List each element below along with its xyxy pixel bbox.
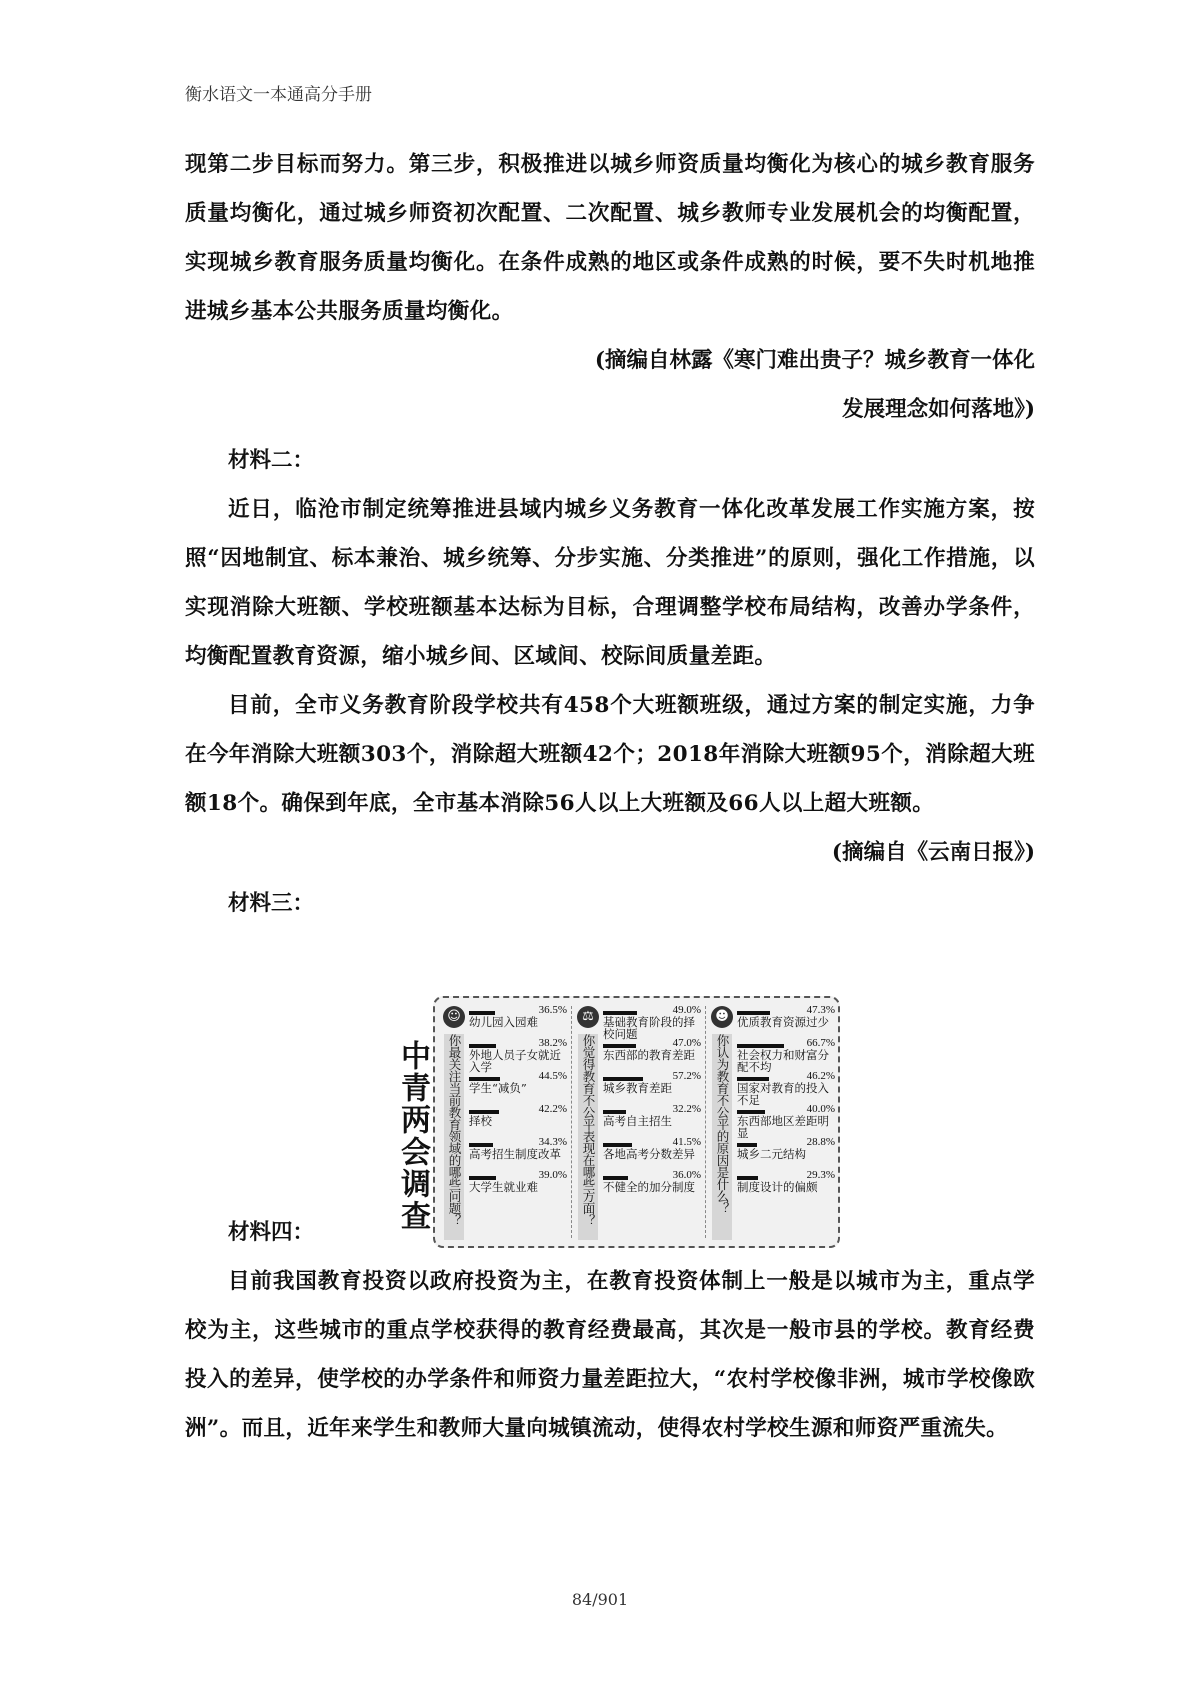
survey-item xyxy=(469,1037,569,1074)
survey-percentage: 47.0% xyxy=(672,1037,701,1049)
survey-title: 中青两会调查 xyxy=(395,1040,430,1232)
survey-item xyxy=(603,1136,703,1169)
source-citation-1-line-2: 发展理念如何落地》) xyxy=(842,397,1035,422)
survey-items xyxy=(469,1004,569,1202)
survey-item xyxy=(737,1103,837,1140)
material-two-paragraph-1: 近日，临沧市制定统筹推进县域内城乡义务教育一体化改革发展工作实施方案，按照“因地制宜、标本兼治、城乡统筹、分步实施、分类推进”的原则，强化工作措施，以实现消除大班额、学校班额基本达标为目标，合理调整学校布局结构，改善办学条件，均衡配置教育资源，缩小城乡间、区域间、校际间质量差距。 xyxy=(185,497,1035,669)
material-four-heading: 材料四： xyxy=(228,1220,315,1245)
survey-item-label: 社会权力和财富分配不均 xyxy=(737,1048,829,1074)
survey-item-label: 基础教育阶段的择校问题 xyxy=(603,1015,695,1041)
survey-item xyxy=(737,1004,837,1037)
survey-percentage: 46.2% xyxy=(806,1070,835,1082)
survey-question: 你最关注当前教育领域的哪些问题？ xyxy=(444,1034,464,1240)
survey-item-label: 制度设计的偏颇 xyxy=(737,1180,818,1194)
page-body-lower xyxy=(185,1206,1035,1453)
survey-percentage: 32.2% xyxy=(672,1103,701,1115)
source-citation-1-line-1: (摘编自林露《寒门难出贵子？城乡教育一体化 xyxy=(594,348,1035,373)
survey-percentage: 36.0% xyxy=(672,1169,701,1181)
survey-item xyxy=(737,1070,837,1107)
survey-column-1 xyxy=(441,1004,569,1240)
survey-item-label: 优质教育资源过少 xyxy=(737,1015,829,1029)
survey-item-label: 各地高考分数差异 xyxy=(603,1147,695,1161)
survey-item-label: 城乡教育差距 xyxy=(603,1081,672,1095)
survey-item xyxy=(469,1136,569,1169)
face-icon: ☺ xyxy=(443,1006,465,1028)
survey-percentage: 28.8% xyxy=(806,1136,835,1148)
survey-column-2 xyxy=(575,1004,703,1240)
survey-item xyxy=(603,1169,703,1202)
survey-item xyxy=(737,1037,837,1074)
survey-percentage: 34.3% xyxy=(538,1136,567,1148)
survey-item-label: 城乡二元结构 xyxy=(737,1147,806,1161)
survey-percentage: 44.5% xyxy=(538,1070,567,1082)
survey-item xyxy=(737,1169,837,1202)
survey-item-label: 学生“减负” xyxy=(469,1081,527,1095)
survey-item-label: 不健全的加分制度 xyxy=(603,1180,695,1194)
survey-item xyxy=(469,1103,569,1136)
survey-item xyxy=(603,1070,703,1103)
survey-item xyxy=(469,1070,569,1103)
survey-question: 你认为教育不公平的原因是什么？ xyxy=(712,1034,732,1240)
column-separator xyxy=(571,1006,572,1238)
survey-question: 你觉得教育不公平表现在哪些方面？ xyxy=(578,1034,598,1240)
survey-percentage: 49.0% xyxy=(672,1004,701,1016)
column-separator xyxy=(705,1006,706,1238)
survey-item xyxy=(603,1037,703,1070)
material-three-heading: 材料三： xyxy=(228,891,315,916)
survey-item-label: 幼儿园入园难 xyxy=(469,1015,538,1029)
survey-item xyxy=(469,1004,569,1037)
survey-percentage: 47.3% xyxy=(806,1004,835,1016)
survey-percentage: 66.7% xyxy=(806,1037,835,1049)
survey-percentage: 41.5% xyxy=(672,1136,701,1148)
survey-item-label: 东西部的教育差距 xyxy=(603,1048,695,1062)
survey-percentage: 38.2% xyxy=(538,1037,567,1049)
survey-item xyxy=(469,1169,569,1202)
book-title-header: 衡水语文一本通高分手册 xyxy=(185,85,372,105)
survey-items xyxy=(603,1004,703,1202)
survey-item-label: 大学生就业难 xyxy=(469,1180,538,1194)
survey-item-label: 高考自主招生 xyxy=(603,1114,672,1128)
survey-item xyxy=(603,1004,703,1041)
survey-item-label: 外地人员子女就近入学 xyxy=(469,1048,561,1074)
survey-percentage: 29.3% xyxy=(806,1169,835,1181)
survey-items xyxy=(737,1004,837,1202)
survey-item-label: 高考招生制度改革 xyxy=(469,1147,561,1161)
survey-item-label: 东西部地区差距明显 xyxy=(737,1114,829,1140)
survey-percentage: 40.0% xyxy=(806,1103,835,1115)
survey-percentage: 57.2% xyxy=(672,1070,701,1082)
survey-percentage: 39.0% xyxy=(538,1169,567,1181)
source-citation-2: (摘编自《云南日报》) xyxy=(831,840,1035,865)
material-four-paragraph: 目前我国教育投资以政府投资为主，在教育投资体制上一般是以城市为主，重点学校为主，这些城市的重点学校获得的教育经费最高，其次是一般市县的学校。教育经费投入的差异，使学校的办学条件和师资力量差距拉大，“农村学校像非洲，城市学校像欧洲”。而且，近年来学生和教师大量向城镇流动，使得农村学校生源和师资严重流失。 xyxy=(185,1269,1035,1441)
survey-percentage: 42.2% xyxy=(538,1103,567,1115)
survey-item-label: 国家对教育的投入不足 xyxy=(737,1081,829,1107)
scale-icon: ⚖ xyxy=(577,1006,599,1028)
material-two-paragraph-2: 目前，全市义务教育阶段学校共有458个大班额班级，通过方案的制定实施，力争在今年消除大班额303个，消除超大班额42个；2018年消除大班额95个，消除超大班额18个。确保到年底，全市基本消除56人以上大班额及66人以上超大班额。 xyxy=(185,693,1035,816)
survey-item xyxy=(603,1103,703,1136)
page-body xyxy=(185,140,1035,928)
survey-column-3 xyxy=(709,1004,837,1240)
page-number: 84/901 xyxy=(571,1590,629,1609)
paragraph-continued: 现第二步目标而努力。第三步，积极推进以城乡师资质量均衡化为核心的城乡教育服务质量均衡化，通过城乡师资初次配置、二次配置、城乡教师专业发展机会的均衡配置，实现城乡教育服务质量均衡化。在条件成熟的地区或条件成熟的时候，要不失时机地推进城乡基本公共服务质量均衡化。 xyxy=(185,152,1035,324)
thinking-face-icon: ☻ xyxy=(711,1006,733,1028)
material-two-heading: 材料二： xyxy=(228,448,315,473)
survey-item xyxy=(737,1136,837,1169)
survey-percentage: 36.5% xyxy=(538,1004,567,1016)
survey-item-label: 择校 xyxy=(469,1114,492,1128)
